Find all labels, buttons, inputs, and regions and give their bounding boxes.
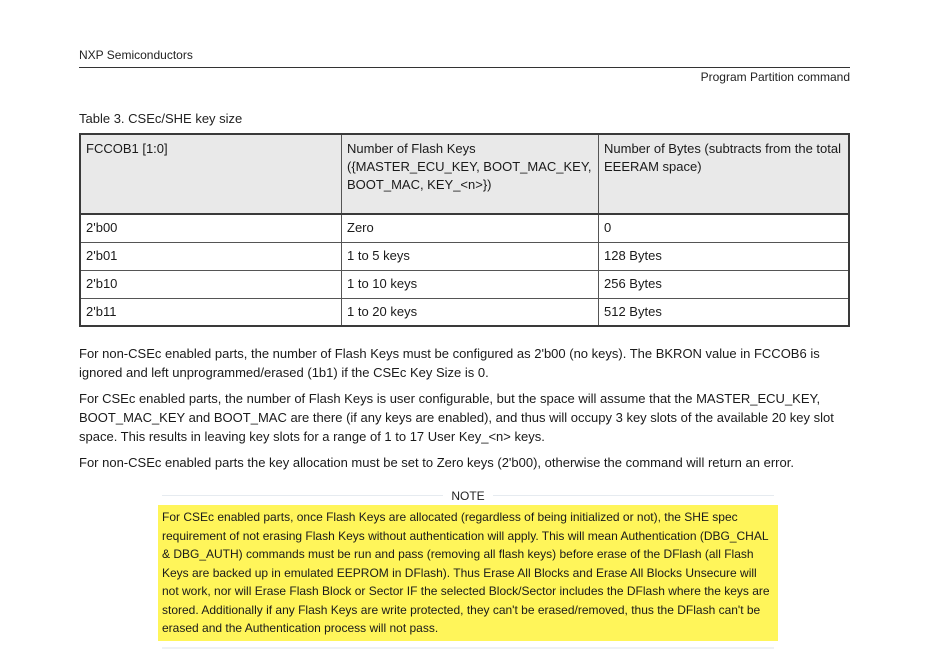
cell-flash-keys: Zero: [342, 214, 599, 242]
cell-flash-keys: 1 to 20 keys: [342, 298, 599, 326]
table-row: [80, 298, 849, 326]
table-caption: Table 3. CSEc/SHE key size: [79, 111, 243, 126]
note-box: [158, 487, 778, 649]
note-footer-rule: [162, 647, 774, 649]
section-title: Program Partition command: [700, 70, 850, 84]
column-header-fccob1: FCCOB1 [1:0]: [80, 134, 342, 214]
company-name: NXP Semiconductors: [79, 48, 193, 62]
cell-fccob1: 2'b01: [80, 242, 342, 270]
note-header: [158, 487, 778, 503]
table-row: [80, 242, 849, 270]
cell-bytes: 0: [599, 214, 850, 242]
table-header-row: [80, 134, 849, 214]
cell-fccob1: 2'b00: [80, 214, 342, 242]
table-row: [80, 214, 849, 242]
header-divider: [79, 67, 850, 68]
note-highlighted-text: For CSEc enabled parts, once Flash Keys are allocated (regardless of being initialized or not), the SHE spec requirement of not erasing Flash Keys without authentication will apply. This will mean Authentication (DBG_CHAL & DBG_AUTH) commands must be run and pass (removing all flash keys) before erase of the DFlash (all Flash Keys are backed up in emulated EEPROM in DFlash). Thus Erase All Blocks and Erase All Blocks Unsecure will not work, nor will Erase Flash Block or Sector IF the selected Block/Sector includes the DFlash where the keys are stored. Additionally if any Flash Keys are write protected, they can't be erased/removed, thus the DFlash can't be erased and the Authentication process will not pass.: [158, 505, 778, 641]
cell-bytes: 128 Bytes: [599, 242, 850, 270]
column-header-flash-keys-text: Number of Flash Keys ({MASTER_ECU_KEY, BOOT_MAC_KEY, BOOT_MAC, KEY_<n>}): [347, 141, 592, 192]
cell-fccob1: 2'b11: [80, 298, 342, 326]
cell-flash-keys: 1 to 10 keys: [342, 270, 599, 298]
paragraph-csec-keys: For CSEc enabled parts, the number of Flash Keys is user configurable, but the space will assume that the MASTER_ECU_KEY, BOOT_MAC_KEY and BOOT_MAC are there (if any keys are enabled), and thus will occupy 3 key slots of the available 20 key slot space. This results in leaving key slots for a range of 1 to 17 User Key_<n> keys.: [79, 391, 834, 444]
paragraph-non-csec-keys: For non-CSEc enabled parts, the number of Flash Keys must be configured as 2'b00 (no keys). The BKRON value in FCCOB6 is ignored and left unprogrammed/erased (1b1) if the CSEc Key Size is 0.: [79, 346, 820, 380]
paragraph-non-csec-allocation: For non-CSEc enabled parts the key allocation must be set to Zero keys (2'b00), otherwise the command will return an error.: [79, 455, 794, 470]
column-header-bytes: Number of Bytes (subtracts from the total EEERAM space): [599, 134, 850, 214]
cell-fccob1: 2'b10: [80, 270, 342, 298]
table-row: [80, 270, 849, 298]
note-label: NOTE: [443, 489, 492, 503]
cell-bytes: 512 Bytes: [599, 298, 850, 326]
column-header-flash-keys: [342, 134, 599, 214]
cell-flash-keys: 1 to 5 keys: [342, 242, 599, 270]
key-size-table: [79, 133, 850, 327]
cell-bytes: 256 Bytes: [599, 270, 850, 298]
